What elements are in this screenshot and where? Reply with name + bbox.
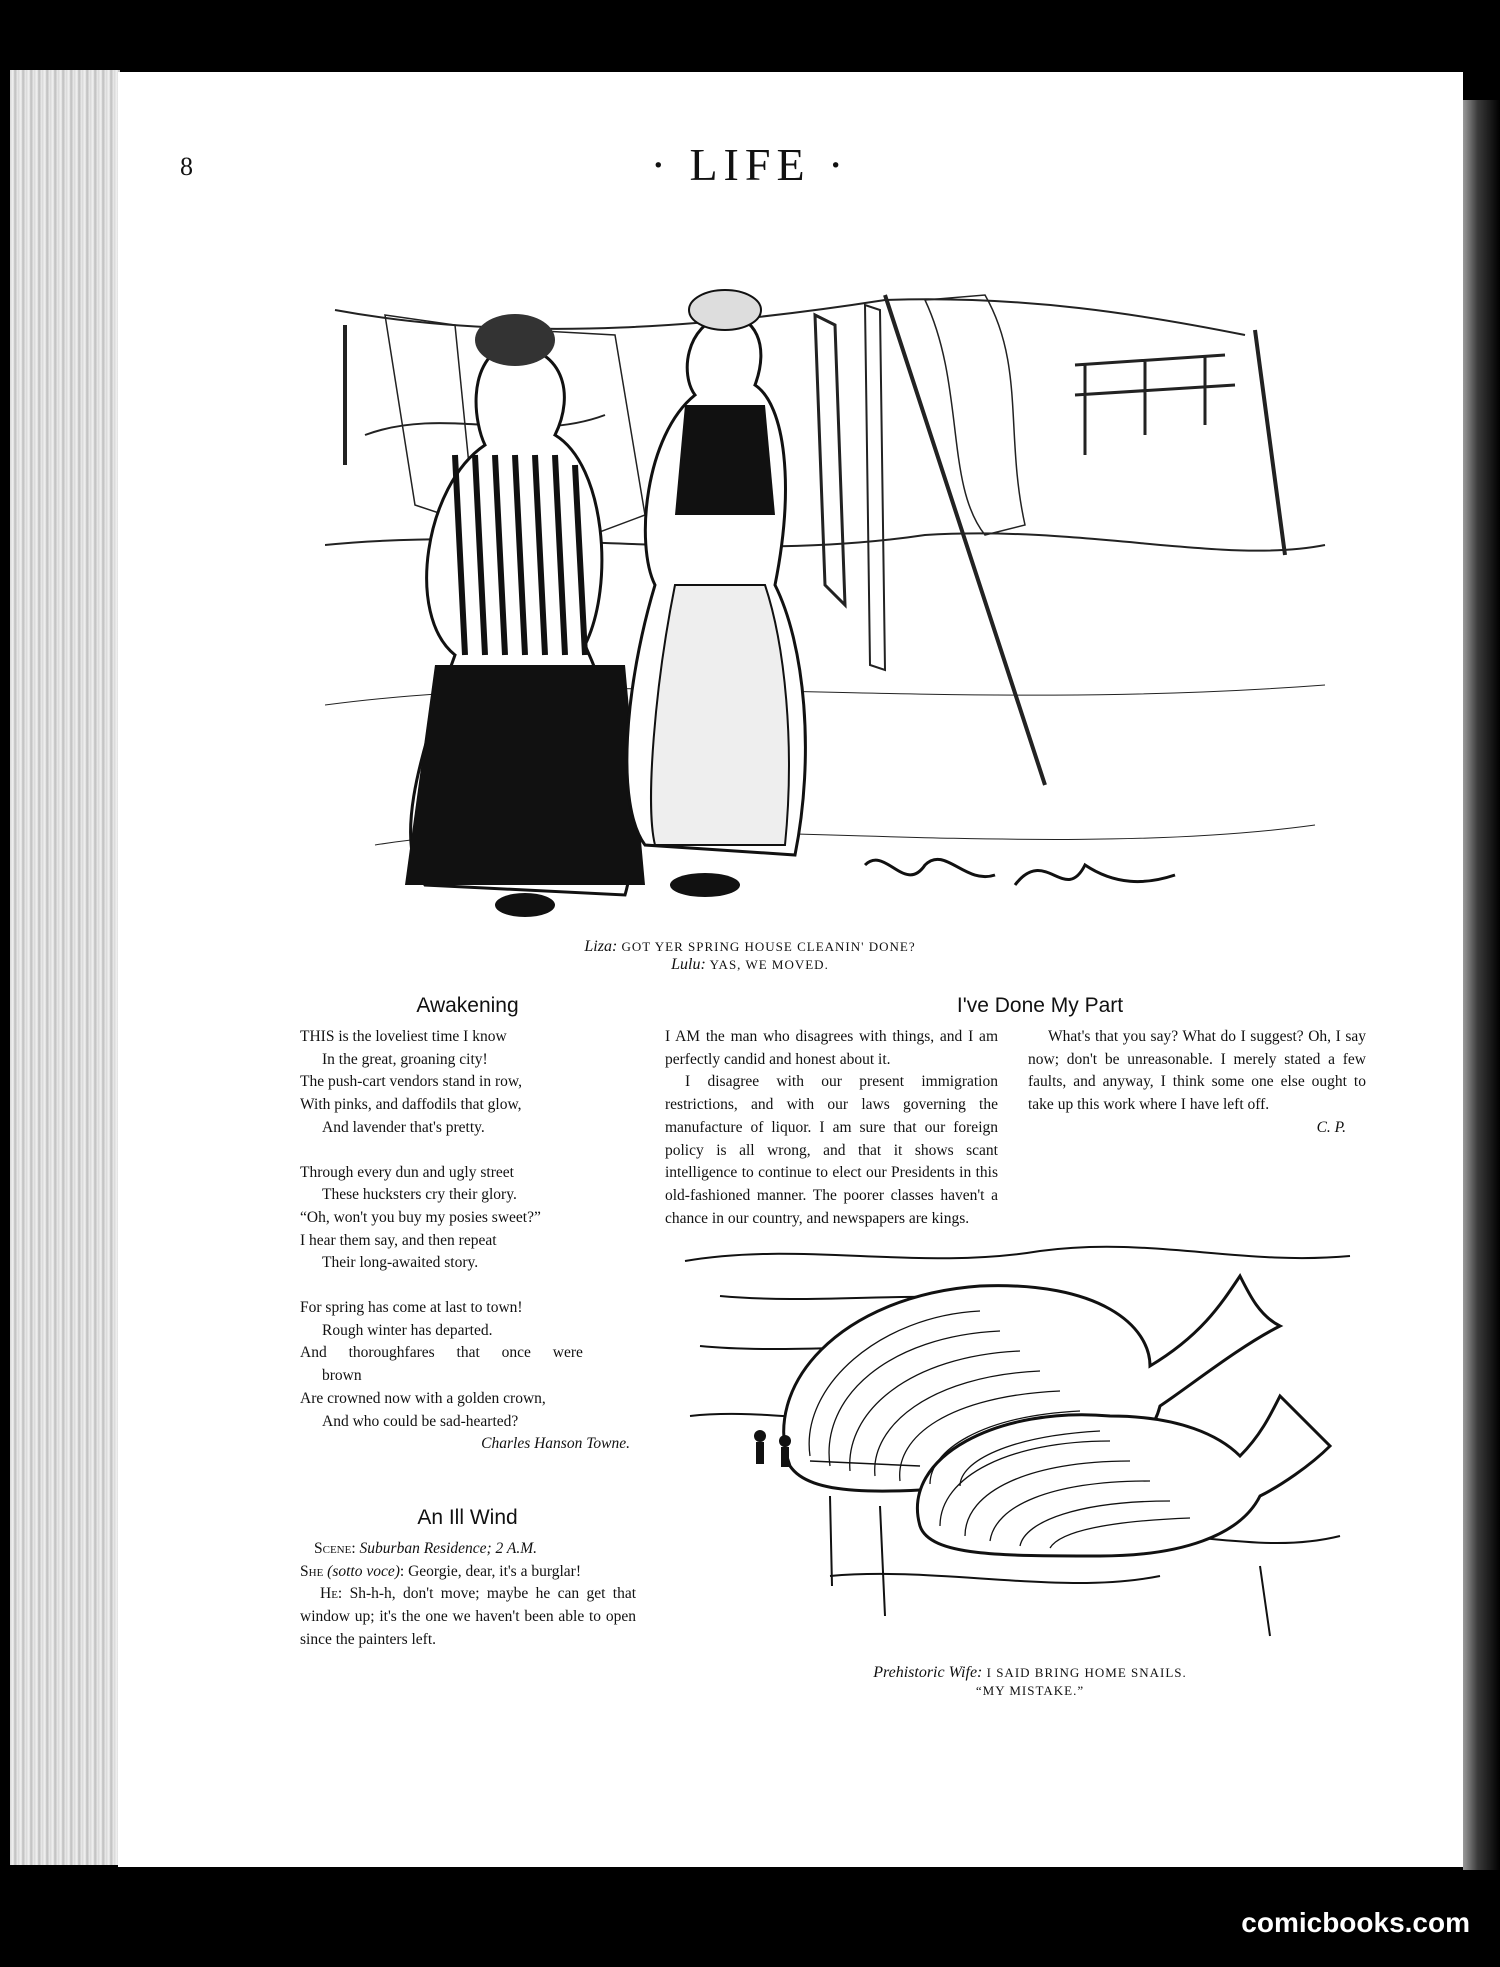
poem-title: Awakening (416, 994, 519, 1017)
poem-line: And lavender that's pretty. (322, 1118, 485, 1136)
she-text: : Georgie, dear, it's a burglar! (399, 1562, 581, 1580)
poem-body (300, 1026, 640, 1456)
poem-line: brown (322, 1367, 362, 1385)
poem-line: Rough winter has departed. (322, 1321, 493, 1339)
poem-line: THIS is the loveliest time I know (300, 1028, 507, 1045)
speaker-lulu: Lulu: (671, 956, 706, 973)
poem-line: The push-cart vendors stand in row, (300, 1073, 522, 1091)
poem-line: “Oh, won't you buy my posies sweet?” (300, 1208, 541, 1226)
essay-paragraph-2: I disagree with our present immigration restrictions, and with our laws governing the manufacture of liquor. I am sure that our foreign policy is all wrong, and that it shows scant intelligence to continue to elect our Presidents in this old-fashioned manner. The poorer classes haven't a chance in our country, and newspapers are kings. (665, 1073, 998, 1227)
whale-caption-line-1: I SAID BRING HOME SNAILS. (986, 1665, 1187, 1680)
site-watermark: comicbooks.com (1241, 1907, 1470, 1938)
she-line (300, 1561, 636, 1584)
scene-label: Scene: (314, 1540, 356, 1557)
top-cartoon-caption (400, 938, 1100, 974)
poem-line: I hear them say, and then repeat (300, 1231, 497, 1249)
she-label: She (300, 1562, 324, 1580)
poem-line: With pinks, and daffodils that glow, (300, 1096, 522, 1114)
laundry-women-illustration (325, 285, 1335, 935)
poem-line: Are crowned now with a golden crown, (300, 1389, 546, 1407)
essay-column-1 (665, 1026, 998, 1231)
poem-line: Through every dun and ugly street (300, 1163, 514, 1181)
essay-paragraph-1: I AM the man who disagrees with things, and I am perfectly candid and honest about it. (665, 1028, 998, 1068)
poem-line: And who could be sad-hearted? (322, 1412, 519, 1430)
he-line (300, 1583, 636, 1651)
poem-line: And thoroughfares that once were (300, 1344, 583, 1362)
book-spine-shadow (1463, 100, 1500, 1870)
whale-caption-line-2: “MY MISTAKE.” (975, 1683, 1085, 1698)
caption-line-1: GOT YER SPRING HOUSE CLEANIN' DONE? (621, 939, 916, 954)
prehistoric-whale-illustration (680, 1236, 1355, 1656)
ill-wind-title: An Ill Wind (417, 1506, 518, 1529)
essay-paragraph-3: What's that you say? What do I suggest? Oh, I say now; don't be unreasonable. I merely stated a few faults, and anyway, I think some one else ought to take up this work where I have left off. (1028, 1028, 1366, 1114)
scene-text: Suburban Residence; 2 A.M. (359, 1540, 538, 1557)
he-text: Sh-h-h, don't move; maybe he can get that window up; it's the one we haven't been able to open since the painters left. (300, 1585, 637, 1648)
speaker-prehistoric-wife: Prehistoric Wife: (873, 1664, 983, 1681)
ill-wind-body (300, 1538, 636, 1652)
page-number: 8 (180, 152, 193, 181)
she-aside: (sotto voce) (327, 1562, 400, 1580)
masthead: · LIFE · (650, 139, 850, 190)
poem-line: For spring has come at last to town! (300, 1299, 523, 1317)
book-page-edges (10, 70, 120, 1865)
poem-line: Their long-awaited story. (322, 1254, 479, 1272)
whale-cartoon-caption (720, 1664, 1340, 1700)
poem-author: Charles Hanson Towne. (481, 1435, 630, 1453)
speaker-liza: Liza: (584, 938, 618, 955)
essay-title: I've Done My Part (956, 994, 1124, 1017)
caption-line-2: YAS, WE MOVED. (709, 957, 829, 972)
essay-author: C. P. (1316, 1118, 1346, 1136)
essay-column-2 (1028, 1026, 1366, 1140)
he-label: He: (320, 1585, 343, 1603)
poem-line: These hucksters cry their glory. (322, 1186, 517, 1204)
poem-line: In the great, groaning city! (322, 1050, 488, 1068)
scene-line (300, 1538, 636, 1561)
